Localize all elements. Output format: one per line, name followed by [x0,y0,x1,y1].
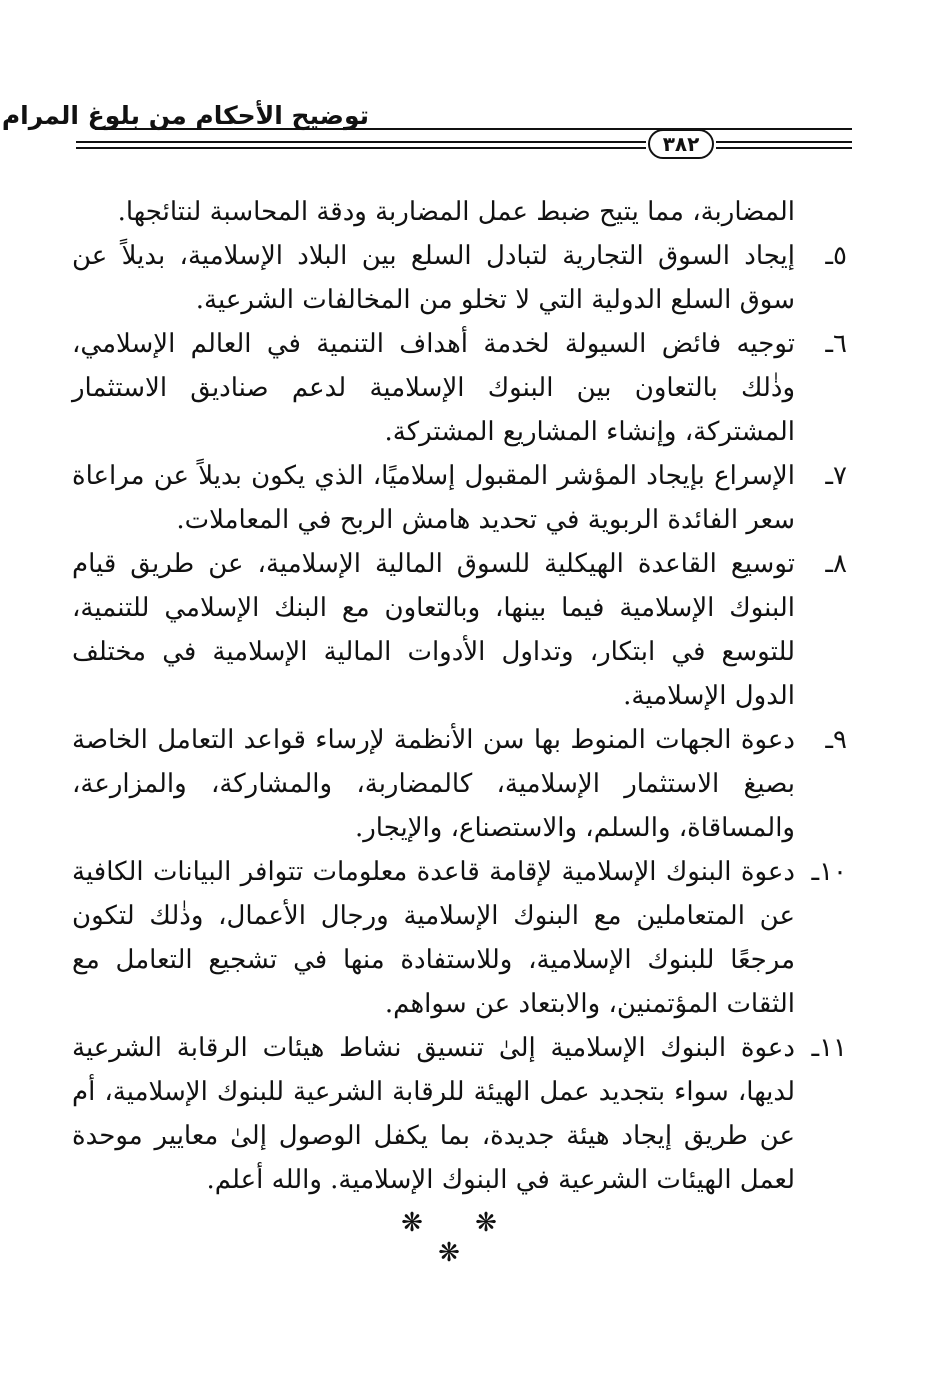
item-text: دعوة الجهات المنوط بها سن الأنظمة لإرساء قواعد التعامل الخاصة بصيغ الاستثمار الإسلامية، كالمضاربة، والمشاركة، والمزارعة، والمساقاة، والسلم، والاستصناع، والإيجار. [72,725,795,843]
list-item-10 [72,850,847,1026]
item-number: ١٠ـ [811,857,847,887]
list-item-9 [72,718,847,850]
item-text: دعوة البنوك الإسلامية إلىٰ تنسيق نشاط هيئات الرقابة الشرعية لديها، سواء بتجديد عمل الهيئة للرقابة الشرعية للبنوك الإسلامية، أم عن طريق إيجاد هيئة جديدة، بما يكفل الوصول إلىٰ معايير موحدة لعمل الهيئات الشرعية في البنوك الإسلامية. والله أعلم. [72,1033,795,1195]
list-item-5 [72,234,847,322]
item-number: ٦ـ [825,329,847,359]
intro-paragraph: المضاربة، مما يتيح ضبط عمل المضاربة ودقة المحاسبة لنتائجها. [117,197,795,227]
header-rule-left [76,141,646,149]
list-item-7 [72,454,847,542]
item-text: توسيع القاعدة الهيكلية للسوق المالية الإسلامية، عن طريق قيام البنوك الإسلامية فيما بينها، وبالتعاون مع البنك الإسلامي للتنمية، للتوسع في ابتكار، وتداول الأدوات المالية الإسلامية في مختلف الدول الإسلامية. [72,549,795,711]
header-rule-right [716,141,852,149]
running-title: توضيح الأحكام من بلوغ المرام [1,101,369,130]
list-item-6 [72,322,847,454]
list-item-11 [72,1026,847,1202]
page-number: ٣٨٢ [648,129,714,159]
item-number: ٧ـ [825,461,847,491]
item-text: توجيه فائض السيولة لخدمة أهداف التنمية في العالم الإسلامي، وذٰلك بالتعاون بين البنوك الإسلامية لدعم صناديق الاستثمار المشتركة، وإنشاء المشاريع المشتركة. [72,329,795,447]
section-separator: ❋ ❋ ❋ [401,1208,519,1268]
item-number: ٨ـ [825,549,847,579]
item-number: ٩ـ [825,725,847,755]
item-text: إيجاد السوق التجارية لتبادل السلع بين البلاد الإسلامية، بديلاً عن سوق السلع الدولية التي لا تخلو من المخالفات الشرعية. [72,241,795,315]
body-text [72,190,847,1202]
item-text: الإسراع بإيجاد المؤشر المقبول إسلاميًا، الذي يكون بديلاً عن مراعاة سعر الفائدة الربوية في تحديد هامش الربح في المعاملات. [72,461,795,535]
item-number: ١١ـ [811,1033,847,1063]
list-item-8 [72,542,847,718]
item-number: ٥ـ [825,241,847,271]
header-rule-top [95,128,852,130]
item-text: دعوة البنوك الإسلامية لإقامة قاعدة معلومات تتوافر البيانات الكافية عن المتعاملين مع البنوك الإسلامية ورجال الأعمال، وذٰلك لتكون مرجعًا للبنوك الإسلامية، وللاستفادة منها في تشجيع التعامل مع الثقات المؤتمنين، والابتعاد عن سواهم. [72,857,795,1019]
